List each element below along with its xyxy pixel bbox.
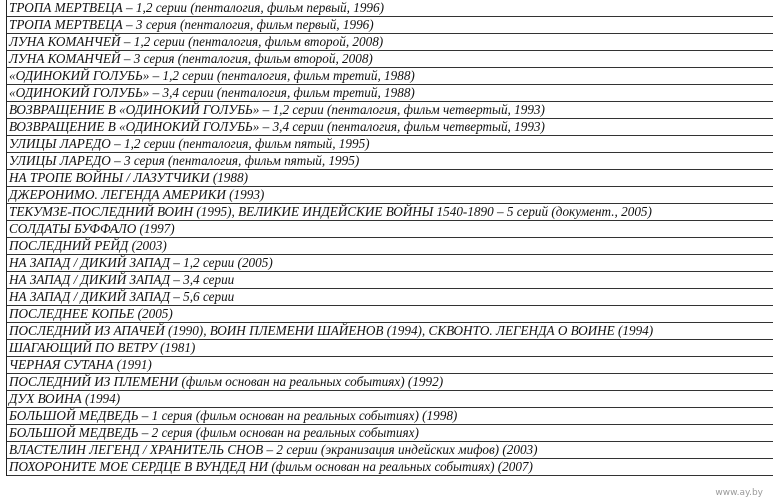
table-row: БОЛЬШОЙ МЕДВЕДЬ – 1 серия (фильм основан на реальных событиях) (1998)	[7, 408, 773, 425]
table-row: ДУХ ВОИНА (1994)	[7, 391, 773, 408]
table-row: ПОСЛЕДНИЙ РЕЙД (2003)	[7, 238, 773, 255]
table-row: ТЕКУМЗЕ-ПОСЛЕДНИЙ ВОИН (1995), ВЕЛИКИЕ ИНДЕЙСКИЕ ВОЙНЫ 1540-1890 – 5 серий (документ., 2005)	[7, 204, 773, 221]
film-list-table	[6, 0, 773, 476]
table-row: НА ТРОПЕ ВОЙНЫ / ЛАЗУТЧИКИ (1988)	[7, 170, 773, 187]
table-row: ПОСЛЕДНЕЕ КОПЬЕ (2005)	[7, 306, 773, 323]
table-row: ТРОПА МЕРТВЕЦА – 1,2 серии (пенталогия, фильм первый, 1996)	[7, 0, 773, 17]
table-row: НА ЗАПАД / ДИКИЙ ЗАПАД – 1,2 серии (2005)	[7, 255, 773, 272]
table-row: ПОСЛЕДНИЙ ИЗ ПЛЕМЕНИ (фильм основан на реальных событиях) (1992)	[7, 374, 773, 391]
table-row: БОЛЬШОЙ МЕДВЕДЬ – 2 серия (фильм основан на реальных событиях)	[7, 425, 773, 442]
table-row: ДЖЕРОНИМО. ЛЕГЕНДА АМЕРИКИ (1993)	[7, 187, 773, 204]
table-row: УЛИЦЫ ЛАРЕДО – 1,2 серии (пенталогия, фильм пятый, 1995)	[7, 136, 773, 153]
table-row: УЛИЦЫ ЛАРЕДО – 3 серия (пенталогия, фильм пятый, 1995)	[7, 153, 773, 170]
table-row: ПОСЛЕДНИЙ ИЗ АПАЧЕЙ (1990), ВОИН ПЛЕМЕНИ ШАЙЕНОВ (1994), СКВОНТО. ЛЕГЕНДА О ВОИНЕ (1994)	[7, 323, 773, 340]
table-row: НА ЗАПАД / ДИКИЙ ЗАПАД – 3,4 серии	[7, 272, 773, 289]
table-row: «ОДИНОКИЙ ГОЛУБЬ» – 1,2 серии (пенталогия, фильм третий, 1988)	[7, 68, 773, 85]
table-row: ШАГАЮЩИЙ ПО ВЕТРУ (1981)	[7, 340, 773, 357]
table-row: ТРОПА МЕРТВЕЦА – 3 серия (пенталогия, фильм первый, 1996)	[7, 17, 773, 34]
table-row: НА ЗАПАД / ДИКИЙ ЗАПАД – 5,6 серии	[7, 289, 773, 306]
watermark: www.ay.by	[715, 488, 763, 498]
table-row: ЛУНА КОМАНЧЕЙ – 3 серия (пенталогия, фильм второй, 2008)	[7, 51, 773, 68]
table-row: ВОЗВРАЩЕНИЕ В «ОДИНОКИЙ ГОЛУБЬ» – 1,2 серии (пенталогия, фильм четвертый, 1993)	[7, 102, 773, 119]
table-row: СОЛДАТЫ БУФФАЛО (1997)	[7, 221, 773, 238]
table-row: ЧЕРНАЯ СУТАНА (1991)	[7, 357, 773, 374]
table-row: ПОХОРОНИТЕ МОЕ СЕРДЦЕ В ВУНДЕД НИ (фильм основан на реальных событиях) (2007)	[7, 459, 773, 476]
table-row: ЛУНА КОМАНЧЕЙ – 1,2 серии (пенталогия, фильм второй, 2008)	[7, 34, 773, 51]
table-row: ВЛАСТЕЛИН ЛЕГЕНД / ХРАНИТЕЛЬ СНОВ – 2 серии (экранизация индейских мифов) (2003)	[7, 442, 773, 459]
table-row: «ОДИНОКИЙ ГОЛУБЬ» – 3,4 серии (пенталогия, фильм третий, 1988)	[7, 85, 773, 102]
table-row: ВОЗВРАЩЕНИЕ В «ОДИНОКИЙ ГОЛУБЬ» – 3,4 серии (пенталогия, фильм четвертый, 1993)	[7, 119, 773, 136]
